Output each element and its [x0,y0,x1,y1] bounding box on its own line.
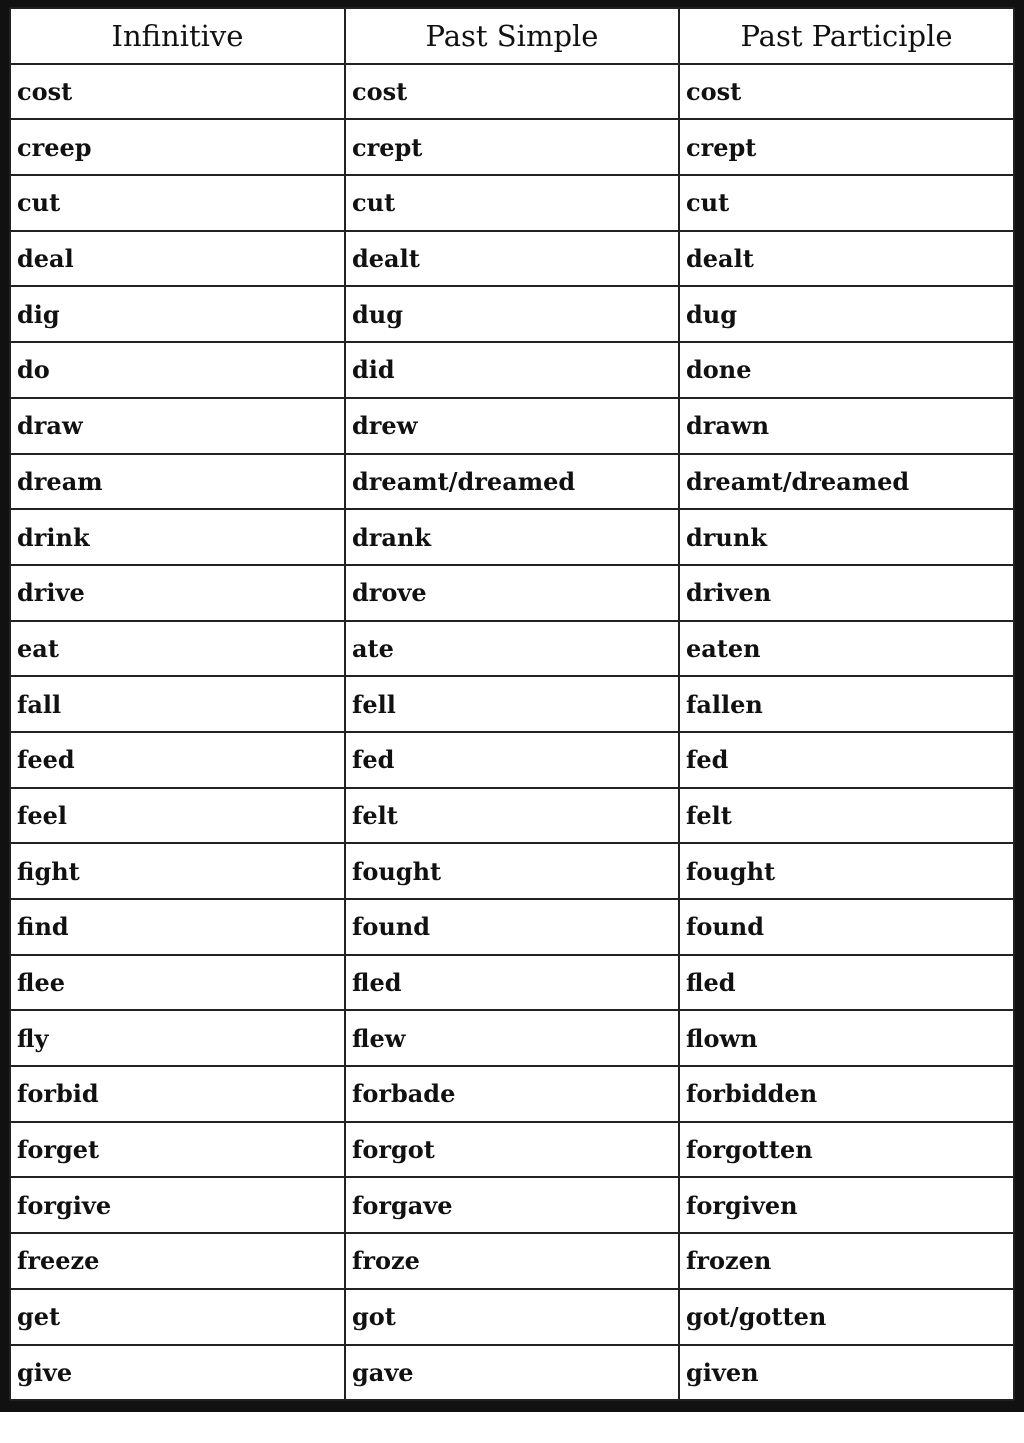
table-body [10,64,1014,1401]
infinitive-cell: cost [10,64,345,120]
past-simple-cell: forgave [345,1177,679,1233]
past-participle-cell: frozen [679,1233,1014,1289]
table-row [10,286,1014,342]
table-row [10,1177,1014,1233]
past-participle-cell: fallen [679,676,1014,732]
past-simple-cell: crept [345,119,679,175]
infinitive-cell: feed [10,732,345,788]
infinitive-cell: eat [10,621,345,677]
past-participle-cell: dreamt/dreamed [679,454,1014,510]
past-participle-cell: crept [679,119,1014,175]
table-row [10,899,1014,955]
infinitive-cell: drive [10,565,345,621]
past-simple-cell: cost [345,64,679,120]
past-simple-cell: dealt [345,231,679,287]
past-simple-cell: fled [345,955,679,1011]
infinitive-cell: forget [10,1122,345,1178]
table-row [10,565,1014,621]
past-simple-cell: drove [345,565,679,621]
infinitive-cell: dream [10,454,345,510]
past-participle-cell: forgotten [679,1122,1014,1178]
table-row [10,1122,1014,1178]
past-simple-cell: fed [345,732,679,788]
table-row [10,1289,1014,1345]
past-participle-cell: fled [679,955,1014,1011]
past-simple-cell: forbade [345,1066,679,1122]
past-simple-cell: ate [345,621,679,677]
infinitive-cell: feel [10,788,345,844]
past-participle-cell: cost [679,64,1014,120]
past-simple-cell: flew [345,1010,679,1066]
table-row [10,676,1014,732]
header-row [10,8,1014,64]
past-simple-cell: fell [345,676,679,732]
past-participle-cell: dug [679,286,1014,342]
infinitive-cell: draw [10,398,345,454]
irregular-verbs-table [9,7,1015,1401]
past-simple-cell: cut [345,175,679,231]
infinitive-cell: deal [10,231,345,287]
past-participle-cell: done [679,342,1014,398]
past-participle-cell: felt [679,788,1014,844]
past-simple-cell: felt [345,788,679,844]
table-row [10,1010,1014,1066]
past-simple-cell: found [345,899,679,955]
infinitive-cell: find [10,899,345,955]
past-participle-cell: given [679,1345,1014,1401]
table-row [10,454,1014,510]
header-infinitive: Infinitive [10,8,345,64]
past-participle-cell: drunk [679,509,1014,565]
past-participle-cell: driven [679,565,1014,621]
table-row [10,1345,1014,1401]
infinitive-cell: do [10,342,345,398]
table-row [10,119,1014,175]
past-simple-cell: dreamt/dreamed [345,454,679,510]
past-simple-cell: drank [345,509,679,565]
infinitive-cell: drink [10,509,345,565]
past-simple-cell: froze [345,1233,679,1289]
header-past-participle: Past Participle [679,8,1014,64]
past-participle-cell: forgiven [679,1177,1014,1233]
table-sheet [9,7,1013,1400]
past-simple-cell: fought [345,843,679,899]
table-row [10,398,1014,454]
infinitive-cell: forbid [10,1066,345,1122]
past-participle-cell: fed [679,732,1014,788]
infinitive-cell: fall [10,676,345,732]
infinitive-cell: get [10,1289,345,1345]
header-past-simple: Past Simple [345,8,679,64]
table-row [10,1233,1014,1289]
table-row [10,342,1014,398]
table-row [10,732,1014,788]
past-participle-cell: flown [679,1010,1014,1066]
table-header [10,8,1014,64]
past-simple-cell: dug [345,286,679,342]
past-participle-cell: got/gotten [679,1289,1014,1345]
table-row [10,843,1014,899]
past-simple-cell: got [345,1289,679,1345]
past-simple-cell: forgot [345,1122,679,1178]
table-row [10,64,1014,120]
infinitive-cell: cut [10,175,345,231]
past-simple-cell: did [345,342,679,398]
past-participle-cell: fought [679,843,1014,899]
infinitive-cell: creep [10,119,345,175]
infinitive-cell: forgive [10,1177,345,1233]
table-row [10,1066,1014,1122]
table-row [10,231,1014,287]
past-simple-cell: gave [345,1345,679,1401]
table-row [10,788,1014,844]
infinitive-cell: dig [10,286,345,342]
infinitive-cell: fly [10,1010,345,1066]
past-participle-cell: eaten [679,621,1014,677]
past-participle-cell: drawn [679,398,1014,454]
table-row [10,509,1014,565]
past-simple-cell: drew [345,398,679,454]
table-row [10,621,1014,677]
past-participle-cell: found [679,899,1014,955]
past-participle-cell: cut [679,175,1014,231]
infinitive-cell: flee [10,955,345,1011]
past-participle-cell: dealt [679,231,1014,287]
past-participle-cell: forbidden [679,1066,1014,1122]
infinitive-cell: fight [10,843,345,899]
table-row [10,175,1014,231]
infinitive-cell: give [10,1345,345,1401]
table-row [10,955,1014,1011]
infinitive-cell: freeze [10,1233,345,1289]
